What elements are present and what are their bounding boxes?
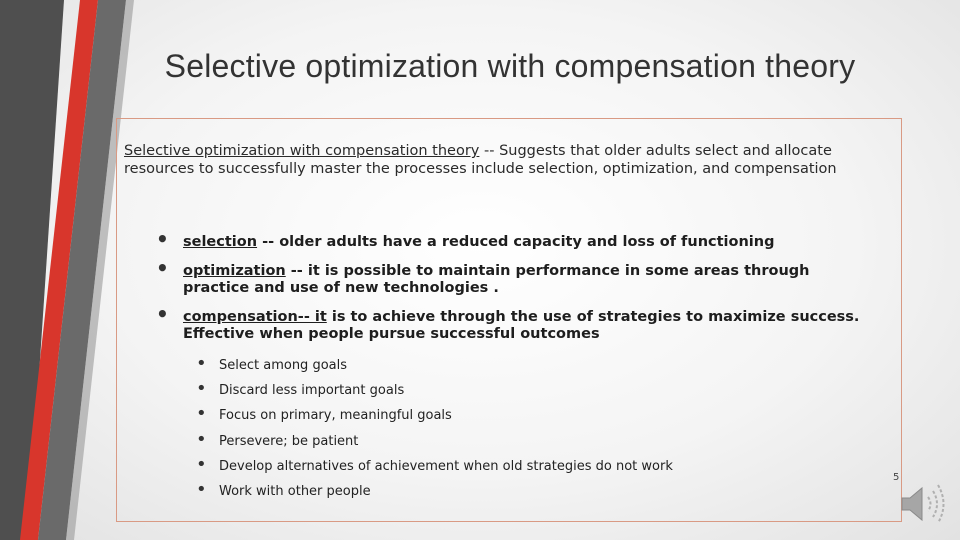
- sub-bullet-item: [196, 478, 673, 507]
- sound-wave-outer: [938, 485, 944, 523]
- bullet-term: optimization: [183, 263, 286, 279]
- bullet-dot: •: [196, 353, 207, 374]
- bullet-selection: [156, 227, 876, 251]
- sub-bullet-text: Focus on primary, meaningful goals: [219, 408, 452, 424]
- sound-wave-middle: [933, 491, 937, 517]
- bullet-dot: •: [156, 227, 169, 251]
- sub-bullet-item: [196, 353, 673, 381]
- bullet-dot: •: [196, 453, 207, 475]
- bullet-dot: •: [196, 478, 207, 500]
- bullet-compensation: [156, 302, 876, 343]
- bullet-dot: •: [196, 378, 207, 400]
- bullet-text: -- older adults have a reduced capacity and loss of functioning: [257, 234, 775, 250]
- bullet-term: selection: [183, 234, 258, 250]
- sub-bullet-item: [196, 378, 673, 406]
- main-bullet-list: [156, 227, 876, 343]
- bullet-term: compensation-- it: [183, 309, 327, 325]
- bullet-optimization: [156, 256, 876, 297]
- speaker-body: [902, 488, 922, 520]
- sub-bullet-text: Work with other people: [219, 483, 371, 499]
- bullet-dot: •: [156, 256, 169, 280]
- page-number: 5: [893, 472, 900, 483]
- bullet-dot: •: [196, 403, 207, 425]
- sub-bullet-item: [196, 403, 673, 431]
- sub-bullet-text: Discard less important goals: [219, 383, 405, 399]
- sound-wave-inner: [928, 497, 931, 511]
- bullet-text: -- it is possible to maintain performance in some areas through practice and use of new technologies .: [183, 263, 810, 296]
- sub-bullet-item: [196, 453, 673, 482]
- speaker-icon[interactable]: [898, 480, 948, 528]
- bullet-dot: •: [156, 302, 169, 326]
- intro-text: -- Suggests that older adults select and allocate resources to successfully master the processes include selection, optimization, and compensation: [124, 143, 837, 177]
- sub-bullet-text: Persevere; be patient: [219, 433, 359, 449]
- sub-bullet-list: [196, 353, 673, 507]
- sub-bullet-item: [196, 428, 673, 457]
- bullet-dot: •: [196, 428, 207, 450]
- sub-bullet-text: Develop alternatives of achievement when old strategies do not work: [219, 458, 673, 474]
- slide-title: Selective optimization with compensation theory: [164, 48, 856, 84]
- bullet-text: is to achieve through the use of strategies to maximize success. Effective when people pursue successful outcomes: [183, 309, 860, 342]
- intro-term: Selective optimization with compensation theory: [124, 143, 480, 159]
- sub-bullet-text: Select among goals: [219, 358, 348, 373]
- intro-paragraph: [124, 142, 864, 178]
